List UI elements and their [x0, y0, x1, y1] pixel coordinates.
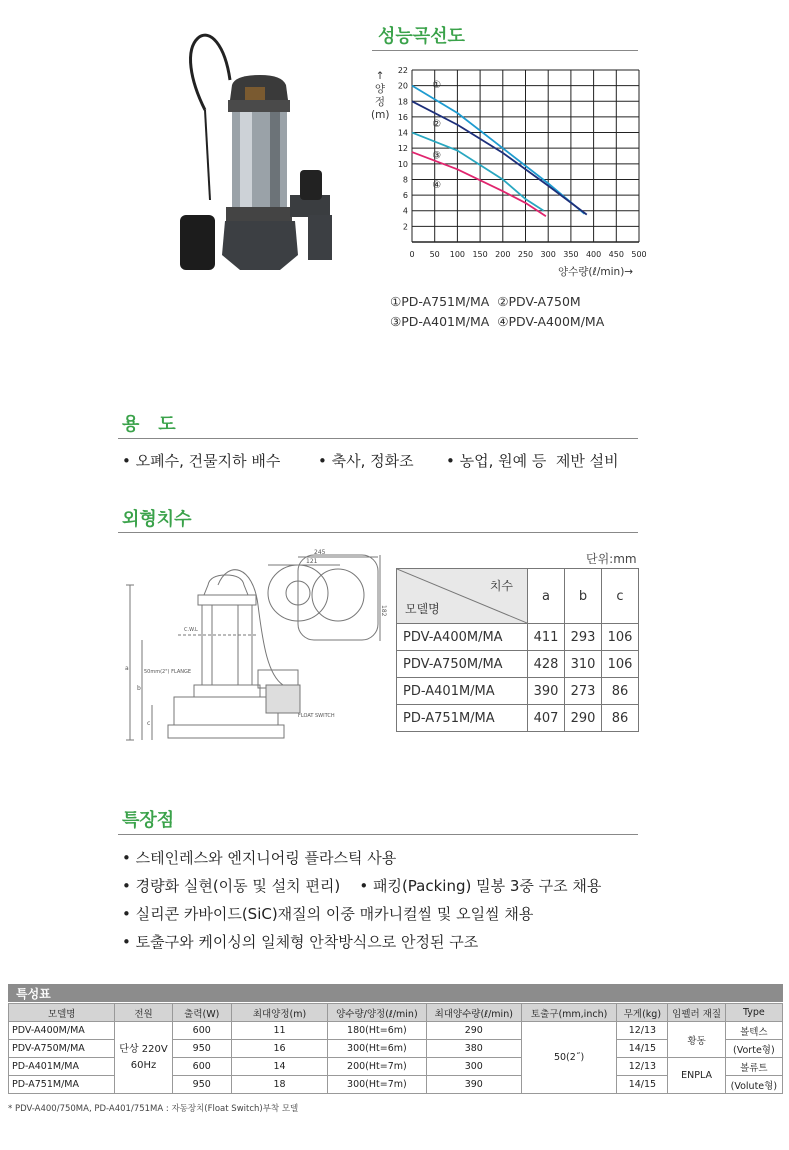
spec-cell: PDV-A750M/MA	[9, 1040, 115, 1058]
value-cell: 106	[602, 624, 639, 651]
spec-type-cell: (Volute형)	[725, 1076, 782, 1094]
y-tick-label: 16	[397, 112, 408, 122]
y-tick-label: 2	[402, 222, 408, 232]
spec-cell: 300(Ht=6m)	[328, 1040, 426, 1058]
spec-header: 출력(W)	[172, 1004, 231, 1022]
x-tick-label: 300	[540, 250, 556, 259]
spec-cell: 290	[426, 1022, 521, 1040]
y-tick-label: 4	[402, 206, 408, 216]
series-line-3	[412, 133, 544, 211]
spec-type-cell: (Vorte형)	[725, 1040, 782, 1058]
spec-cell: 14	[231, 1058, 327, 1076]
dimension-drawing	[118, 545, 388, 750]
divider	[118, 834, 638, 835]
value-cell: 290	[565, 705, 602, 732]
spec-cell: 16	[231, 1040, 327, 1058]
spec-cell: 14/15	[617, 1040, 668, 1058]
x-tick-label: 50	[429, 250, 440, 259]
spec-footnote: * PDV-A400/750MA, PD-A401/751MA : 자동장치(Float Switch)부착 모델	[8, 1104, 299, 1114]
y-tick-label: 22	[397, 66, 408, 75]
table-row	[397, 678, 639, 705]
y-tick-label: 8	[402, 175, 408, 185]
features-title: 특장점	[122, 810, 175, 831]
model-cell: PD-A751M/MA	[397, 705, 528, 732]
spec-header: 최대양정(m)	[231, 1004, 327, 1022]
x-tick-label: 500	[631, 250, 647, 259]
col-c: c	[602, 569, 639, 624]
usage-item: • 축사, 정화조	[318, 452, 414, 470]
spec-type-cell: 볼텍스	[725, 1022, 782, 1040]
spec-cell: PDV-A400M/MA	[9, 1022, 115, 1040]
spec-cell: 18	[231, 1076, 327, 1094]
spec-header: 최대양수량(ℓ/min)	[426, 1004, 521, 1022]
spec-header: 토출구(mm,inch)	[521, 1004, 616, 1022]
dim-flange: 50mm(2") FLANGE	[144, 669, 192, 675]
pump-photo	[170, 20, 350, 280]
feature-line: • 경량화 실현(이동 및 설치 편리) • 패킹(Packing) 밀봉 3중 구조 채용	[122, 877, 602, 895]
spec-cell: 600	[172, 1058, 231, 1076]
feature-line: • 스테인레스와 엔지니어링 플라스틱 사용	[122, 849, 397, 867]
y-tick-label: 14	[397, 128, 408, 138]
dim-cwl: C.W.L	[184, 627, 198, 633]
dim-b: b	[137, 685, 141, 692]
spec-header: 전원	[115, 1004, 172, 1022]
spec-cell: 12/13	[617, 1022, 668, 1040]
x-tick-label: 350	[563, 250, 579, 259]
spec-header: 무게(kg)	[617, 1004, 668, 1022]
dim-121: 121	[306, 558, 318, 565]
spec-header: 임펠러 재질	[668, 1004, 725, 1022]
x-tick-label: 450	[608, 250, 624, 259]
value-cell: 273	[565, 678, 602, 705]
col-b: b	[565, 569, 602, 624]
spec-cell: 300	[426, 1058, 521, 1076]
spec-type-cell: 볼류트	[725, 1058, 782, 1076]
chart-legend-line-2: ③PD-A401M/MA ④PDV-A400M/MA	[390, 314, 605, 329]
spec-title: 특성표	[16, 987, 51, 1001]
spec-cell: 12/13	[617, 1058, 668, 1076]
series-mark-3: ③	[432, 150, 442, 162]
performance-chart	[380, 62, 650, 282]
model-cell: PDV-A750M/MA	[397, 651, 528, 678]
dimension-table	[396, 568, 639, 732]
divider	[118, 532, 638, 533]
spec-header: 모델명	[9, 1004, 115, 1022]
table-row	[397, 705, 639, 732]
spec-table	[8, 1003, 783, 1094]
table-row	[397, 651, 639, 678]
spec-cell: 14/15	[617, 1076, 668, 1094]
spec-cell: 950	[172, 1076, 231, 1094]
dim-245: 245	[314, 549, 326, 556]
x-tick-label: 200	[495, 250, 511, 259]
value-cell: 428	[528, 651, 565, 678]
y-tick-label: 18	[397, 97, 408, 107]
feature-line: • 토출구와 케이싱의 일체형 안착방식으로 안정된 구조	[122, 933, 479, 951]
x-tick-label: 250	[517, 250, 534, 259]
y-tick-label: 6	[402, 191, 408, 201]
spec-power-cell	[115, 1022, 172, 1094]
chart-legend-line-1: ①PD-A751M/MA ②PDV-A750M	[390, 294, 581, 309]
divider	[118, 438, 638, 439]
dim-182: 182	[380, 605, 387, 617]
divider	[372, 50, 638, 51]
value-cell: 86	[602, 678, 639, 705]
spec-cell: 380	[426, 1040, 521, 1058]
series-mark-2: ②	[432, 119, 442, 131]
performance-title: 성능곡선도	[378, 26, 465, 47]
value-cell: 293	[565, 624, 602, 651]
chart-xlabel: 양수량(ℓ/min)→	[558, 266, 634, 278]
y-tick-label: 12	[397, 144, 408, 154]
value-cell: 86	[602, 705, 639, 732]
model-cell: PD-A401M/MA	[397, 678, 528, 705]
value-cell: 310	[565, 651, 602, 678]
dimension-header-cell	[397, 569, 528, 624]
table-row	[9, 1022, 783, 1040]
spec-title-bar	[8, 984, 783, 1002]
x-tick-label: 400	[585, 250, 602, 259]
spec-cell: PD-A401M/MA	[9, 1058, 115, 1076]
dim-a: a	[125, 665, 129, 672]
spec-power-line: 단상 220V	[119, 1043, 168, 1055]
series-mark-4: ④	[432, 180, 442, 192]
value-cell: 390	[528, 678, 565, 705]
spec-impeller-cell: ENPLA	[668, 1058, 725, 1094]
spec-cell: 300(Ht=7m)	[328, 1076, 426, 1094]
spec-impeller-cell: 황동	[668, 1022, 725, 1058]
y-tick-label: 10	[397, 159, 408, 169]
spec-cell: 200(Ht=7m)	[328, 1058, 426, 1076]
x-tick-label: 100	[449, 250, 466, 259]
spec-cell: 950	[172, 1040, 231, 1058]
dim-c: c	[147, 720, 151, 727]
dimension-unit: 단위:mm	[586, 552, 637, 566]
y-tick-label: 20	[397, 81, 408, 91]
spec-cell: 600	[172, 1022, 231, 1040]
table-row	[397, 624, 639, 651]
series-mark-1: ①	[432, 80, 442, 92]
spec-outlet-cell: 50(2˝)	[521, 1022, 616, 1094]
usage-title: 용 도	[122, 414, 176, 435]
spec-header: 양수량/양정(ℓ/min)	[328, 1004, 426, 1022]
chart-ylabel: ↑ 양정 (m)	[371, 70, 390, 121]
spec-cell: 180(Ht=6m)	[328, 1022, 426, 1040]
spec-cell: PD-A751M/MA	[9, 1076, 115, 1094]
feature-line: • 실리콘 카바이드(SiC)재질의 이중 매카니컬씰 및 오일씰 채용	[122, 905, 534, 923]
dimensions-title: 외형치수	[122, 509, 192, 530]
col-a: a	[528, 569, 565, 624]
model-cell: PDV-A400M/MA	[397, 624, 528, 651]
value-cell: 106	[602, 651, 639, 678]
header-model: 모델명	[405, 602, 440, 616]
spec-cell: 390	[426, 1076, 521, 1094]
usage-item: • 오폐수, 건물지하 배수	[122, 452, 281, 470]
spec-power-line: 60Hz	[130, 1059, 157, 1071]
value-cell: 411	[528, 624, 565, 651]
spec-header: Type	[725, 1004, 782, 1022]
x-tick-label: 150	[472, 250, 488, 259]
dim-float: FLOAT SWITCH	[298, 713, 335, 719]
header-dimension: 치수	[489, 579, 513, 593]
x-tick-label: 0	[409, 250, 415, 259]
usage-item: • 농업, 원예 등 제반 설비	[446, 452, 619, 470]
spec-cell: 11	[231, 1022, 327, 1040]
value-cell: 407	[528, 705, 565, 732]
